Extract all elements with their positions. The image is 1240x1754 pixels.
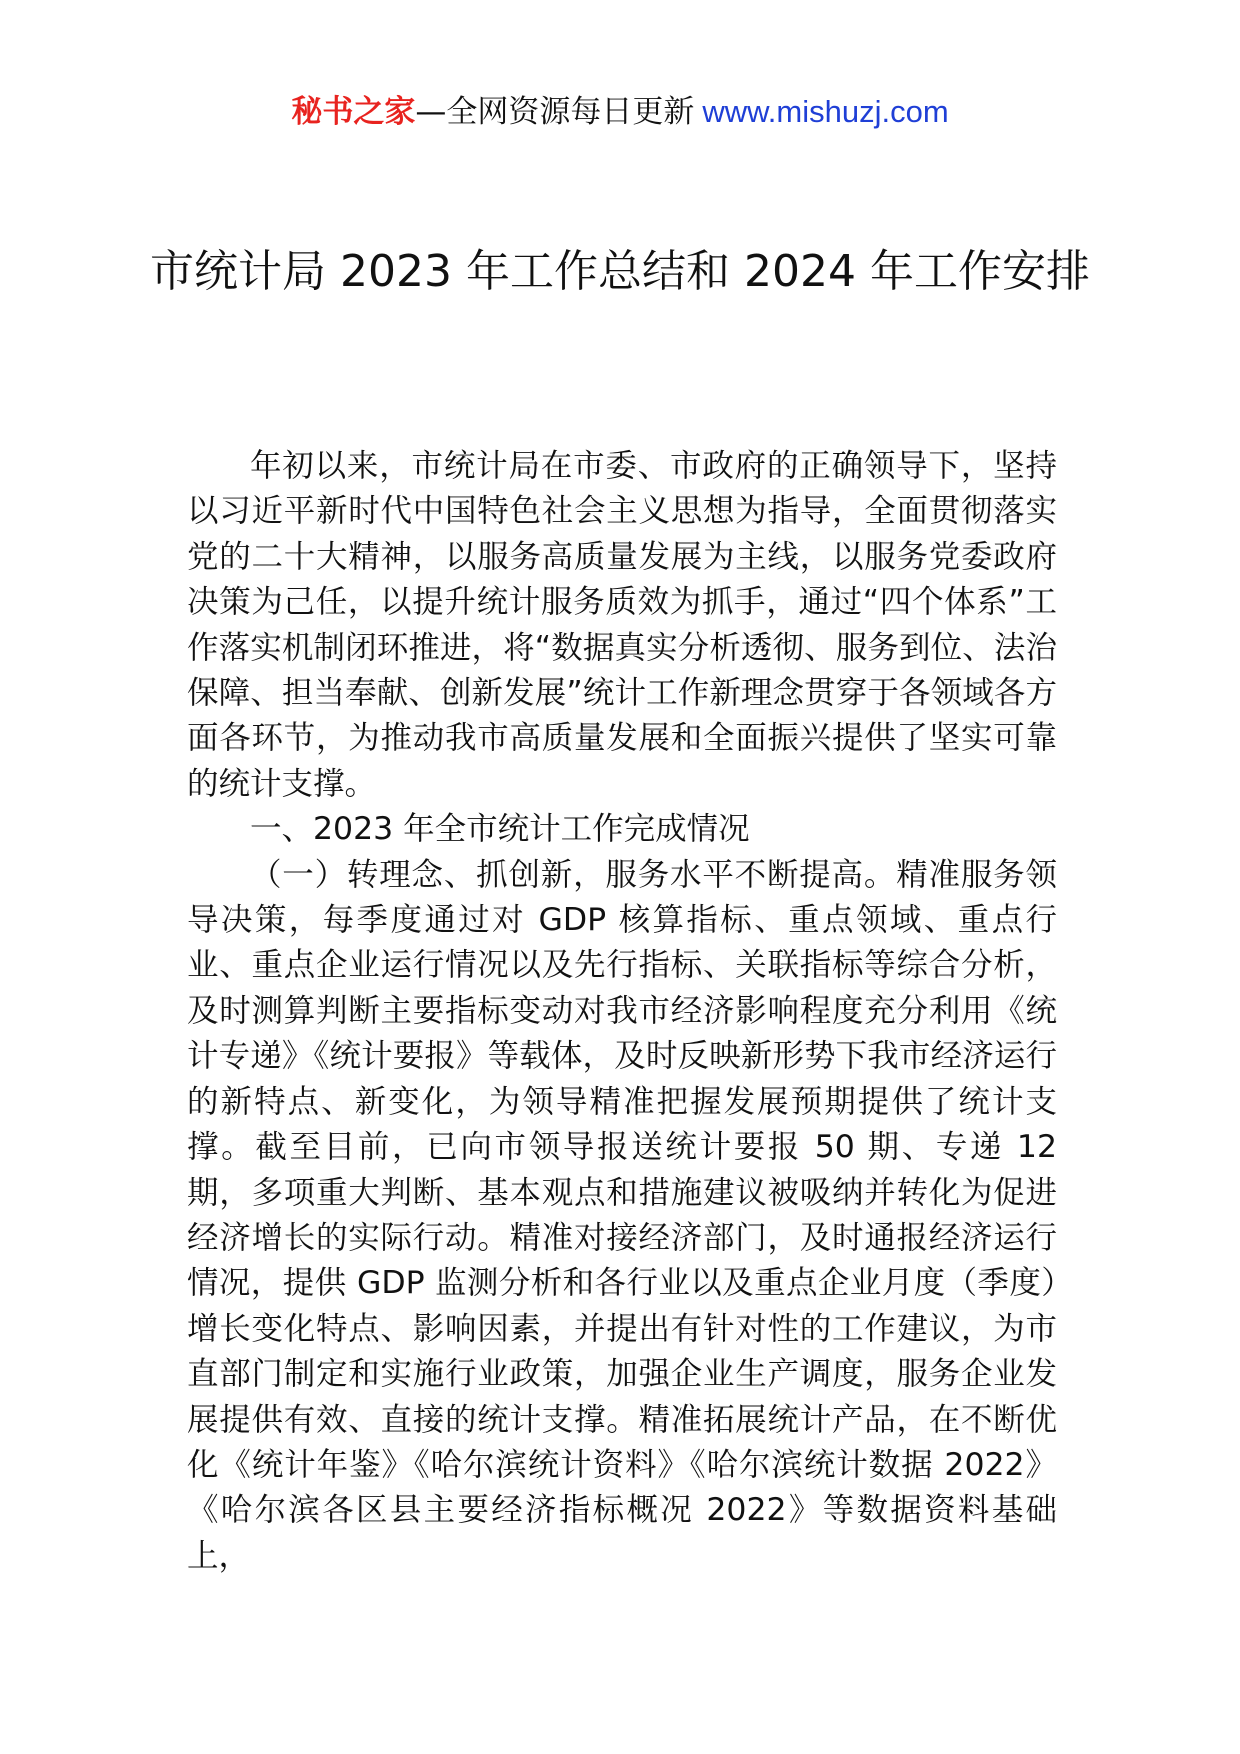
body-paragraph: （一）转理念、抓创新，服务水平不断提高。精准服务领导决策，每季度通过对 GDP 核算指标、重点领域、重点行业、重点企业运行情况以及先行指标、关联指标等综合分析，及时测算判断主要指标变动对我市经济影响程度充分利用《统计专递》《统计要报》等载体，及时反映新形势下我市经济运行的新特点、新变化，为领导精准把握发展预期提供了统计支撑。截至目前，已向市领导报送统计要报 50 期、专递 12 期，多项重大判断、基本观点和措施建议被吸纳并转化为促进经济增长的实际行动。精准对接经济部门，及时通报经济运行情况，提供 GDP 监测分析和各行业以及重点企业月度（季度）增长变化特点、影响因素，并提出有针对性的工作建议，为市直部门制定和实施行业政策，加强企业生产调度，服务企业发展提供有效、直接的统计支撑。精准拓展统计产品，在不断优化《统计年鉴》《哈尔滨统计资料》《哈尔滨统计数据 2022》《哈尔滨各区县主要经济指标概况 2022》等数据资料基础上， xyxy=(187,856,1057,1574)
section-heading: 一、2023 年全市统计工作完成情况 xyxy=(250,811,750,848)
document-body xyxy=(187,444,1057,1579)
site-url-link[interactable]: www.mishuzj.com xyxy=(702,94,949,129)
brand-name: 秘书之家 xyxy=(291,94,416,130)
site-header xyxy=(0,92,1240,132)
header-tagline: —全网资源每日更新 xyxy=(415,94,695,130)
intro-paragraph: 年初以来，市统计局在市委、市政府的正确领导下，坚持以习近平新时代中国特色社会主义思想为指导，全面贯彻落实党的二十大精神，以服务高质量发展为主线，以服务党委政府决策为己任，以提升统计服务质效为抓手，通过“四个体系”工作落实机制闭环推进，将“数据真实分析透彻、服务到位、法治保障、担当奉献、创新发展”统计工作新理念贯穿于各领域各方面各环节，为推动我市高质量发展和全面振兴提供了坚实可靠的统计支撑。 xyxy=(187,448,1057,802)
document-title: 市统计局 2023 年工作总结和 2024 年工作安排 xyxy=(150,246,1090,297)
